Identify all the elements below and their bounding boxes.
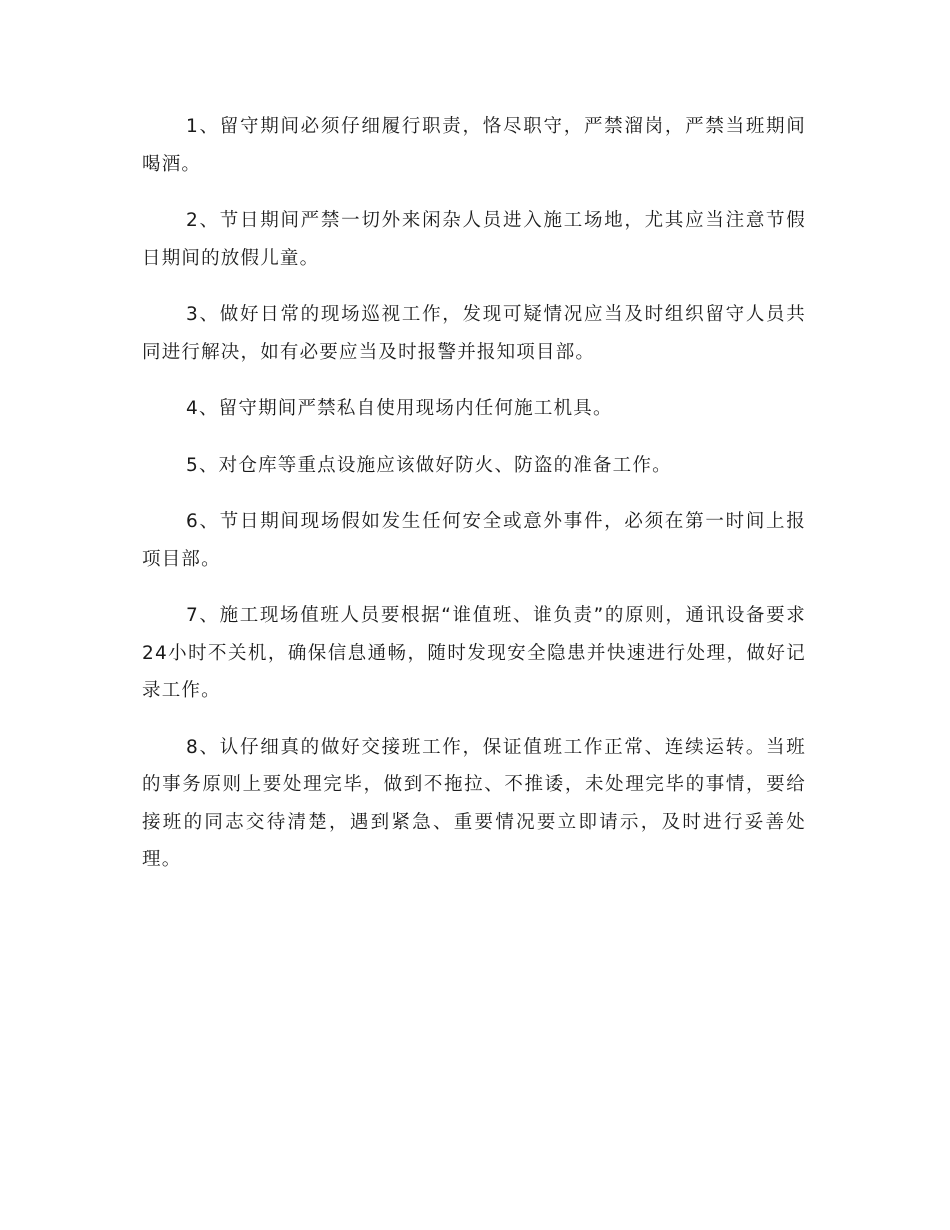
document-body xyxy=(142,108,806,898)
paragraph-6: 6、节日期间现场假如发生任何安全或意外事件，必须在第一时间上报项目部。 xyxy=(142,511,806,570)
paragraph-1: 1、留守期间必须仔细履行职责，恪尽职守，严禁溜岗，严禁当班期间喝酒。 xyxy=(142,116,806,175)
paragraph-8: 8、认仔细真的做好交接班工作，保证值班工作正常、连续运转。当班的事务原则上要处理完毕，做到不拖拉、不推诿，未处理完毕的事情，要给接班的同志交待清楚，遇到紧急、重要情况要立即请示，及时进行妥善处理。 xyxy=(142,736,806,870)
paragraph-5: 5、对仓库等重点设施应该做好防火、防盗的准备工作。 xyxy=(186,454,672,476)
paragraph-2: 2、节日期间严禁一切外来闲杂人员进入施工场地，尤其应当注意节假日期间的放假儿童。 xyxy=(142,210,806,269)
paragraph-3: 3、做好日常的现场巡视工作，发现可疑情况应当及时组织留守人员共同进行解决，如有必要应当及时报警并报知项目部。 xyxy=(142,304,806,363)
paragraph-4: 4、留守期间严禁私自使用现场内任何施工机具。 xyxy=(186,398,613,419)
paragraph-7: 7、施工现场值班人员要根据“谁值班、谁负责”的原则，通讯设备要求24小时不关机，确保信息通畅，随时发现安全隐患并快速进行处理，做好记录工作。 xyxy=(142,605,806,701)
